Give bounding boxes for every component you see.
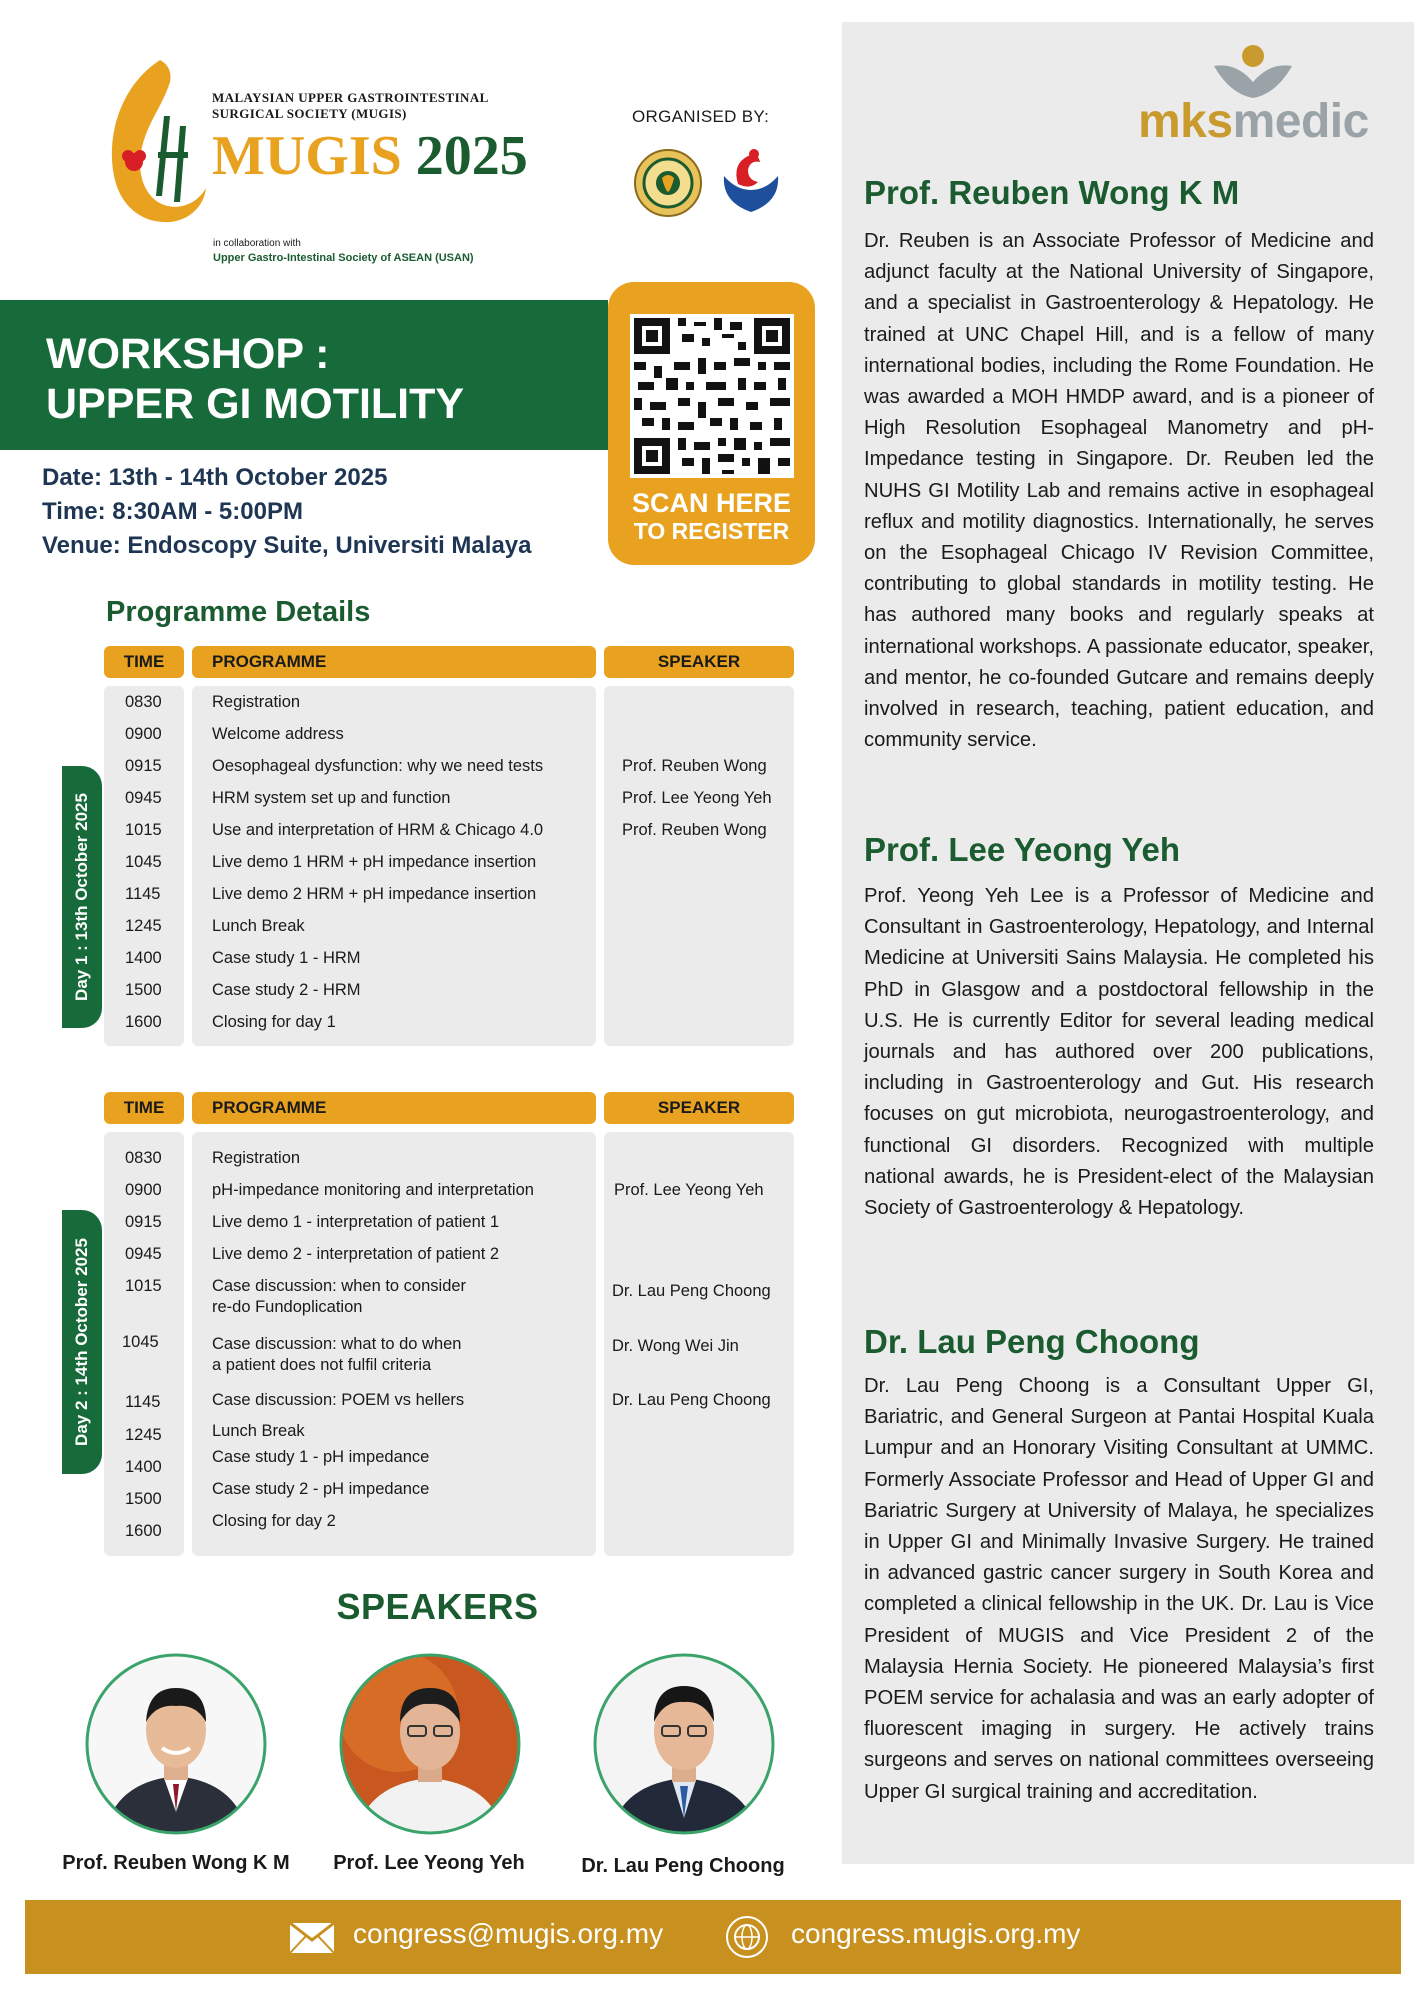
- qr-code-icon[interactable]: [630, 314, 794, 478]
- globe-icon: [725, 1915, 769, 1959]
- speaker-photo-lee: [338, 1652, 522, 1836]
- row-speaker: Prof. Reuben Wong: [622, 821, 767, 839]
- row-item: Live demo 1 HRM + pH impedance insertion: [212, 853, 537, 871]
- day1-label-tab: [62, 766, 102, 1028]
- row-item: Oesophageal dysfunction: why we need tests: [212, 757, 544, 775]
- row-item: Case discussion: what to do when: [212, 1335, 462, 1353]
- row-time: 0945: [125, 789, 162, 807]
- row-item: Case discussion: POEM vs hellers: [212, 1391, 465, 1409]
- speaker-name-reuben: Prof. Reuben Wong K M: [62, 1852, 290, 1874]
- qr-register-label: TO REGISTER: [633, 518, 790, 544]
- register-qr-box[interactable]: [608, 282, 815, 565]
- logo-collab-org: Upper Gastro-Intestinal Society of ASEAN (USAN): [213, 252, 474, 264]
- mksmedic-wordmark-medic: medic: [1232, 95, 1369, 148]
- row-time: 0830: [125, 693, 162, 711]
- speaker-name-lee: Prof. Lee Yeong Yeh: [333, 1852, 525, 1874]
- bio-text-lee: Prof. Yeong Yeh Lee is a Professor of Medicine and Consultant in Gastroenterology, Hepatology, and Internal Medicine at Universiti Sains Malaysia. He completed his PhD in Glasgow and a postdoctoral fellowship in the U.S. He is currently Editor for several leading medical journals and has authored over 200 publications, including in Gastroenterology and Gut. His research focuses on gut microbiota, neurogastroenterology, and functional GI disorders. Recognized with multiple national awards, he is President-elect of the Malaysian Society of Gastroenterology & Hepatology.: [864, 885, 1374, 1220]
- email-icon: [289, 1922, 335, 1954]
- organiser-seal-icon: [633, 148, 703, 218]
- row-item: Registration: [212, 693, 301, 711]
- row-item: Case study 2 - pH impedance: [212, 1480, 430, 1498]
- row-time: 1400: [125, 949, 162, 967]
- speaker-photo-lau: [592, 1652, 776, 1836]
- qr-scan-label: SCAN HERE: [631, 488, 792, 518]
- row-item: Live demo 1 - interpretation of patient 1: [212, 1213, 500, 1231]
- row-speaker: Dr. Wong Wei Jin: [612, 1337, 739, 1355]
- day2-header-programme: PROGRAMME: [192, 1092, 596, 1124]
- programme-title: Programme Details: [106, 596, 371, 628]
- row-item: Welcome address: [212, 725, 344, 743]
- day1-header-programme: PROGRAMME: [192, 646, 596, 678]
- mugis-logo: [100, 56, 540, 264]
- event-date: Date: 13th - 14th October 2025: [42, 464, 388, 491]
- day1-label: Day 1 : 13th October 2025: [72, 793, 91, 1001]
- organiser-hands-icon: [718, 146, 784, 216]
- mksmedic-wordmark-mks: mks: [1138, 95, 1233, 148]
- day2-header-time: TIME: [104, 1092, 184, 1124]
- mugis-emblem-icon: [100, 56, 212, 228]
- row-item: Live demo 2 HRM + pH impedance insertion: [212, 885, 537, 903]
- day1-header-time: TIME: [104, 646, 184, 678]
- row-item: Case study 1 - pH impedance: [212, 1448, 430, 1466]
- row-time: 1145: [125, 1393, 161, 1411]
- logo-collab-label: in collaboration with: [213, 238, 301, 249]
- row-time: 0830: [125, 1149, 162, 1167]
- event-time: Time: 8:30AM - 5:00PM: [42, 498, 303, 525]
- speaker-photo-reuben: [84, 1652, 268, 1836]
- row-time: 1400: [125, 1458, 162, 1476]
- row-item: HRM system set up and function: [212, 789, 451, 807]
- row-item: Closing for day 1: [212, 1013, 336, 1031]
- day1-speaker-column: [604, 686, 794, 1046]
- bio-text-reuben: Dr. Reuben is an Associate Professor of Medicine and adjunct faculty at the National University of Singapore, and a specialist in Gastroenterology & Hepatology. He trained at UNC Chapel Hill, and is a fellow of many international bodies, including the Rome Foundation. He was awarded a MOH HMDP award, and is a pioneer of High Resolution Esophageal Manometry and pH-Impedance testing in Singapore. Dr. Reuben led the NUHS GI Motility Lab and remains active in esophageal reflux and motility diagnostics. Internationally, he serves on the Esophageal Chicago IV Revision Committee, contributing to global standards in motility testing. He has authored many books and regularly speaks at international workshops. A passionate educator, speaker, and mentor, he co-founded Gutcare and remains deeply involved in research, teaching, patient education, and community service.: [864, 230, 1374, 752]
- footer-email[interactable]: congress@mugis.org.my: [353, 1918, 664, 1949]
- logo-org-name: [212, 90, 552, 122]
- row-time: 0900: [125, 1181, 162, 1199]
- row-time: 1015: [125, 821, 162, 839]
- row-time: 0915: [125, 1213, 162, 1231]
- row-item: Use and interpretation of HRM & Chicago 4.0: [212, 821, 544, 839]
- mksmedic-logo: [1138, 44, 1378, 148]
- row-time: 1600: [125, 1522, 162, 1540]
- speakers-title: SPEAKERS: [336, 1586, 539, 1627]
- row-speaker: Prof. Reuben Wong: [622, 757, 767, 775]
- row-item-cont: re-do Fundoplication: [212, 1298, 363, 1316]
- row-item: Case study 1 - HRM: [212, 949, 361, 967]
- workshop-banner: [0, 300, 608, 450]
- event-venue: Venue: Endoscopy Suite, Universiti Malaya: [42, 532, 532, 559]
- logo-event-name: [212, 126, 528, 186]
- row-speaker: Prof. Lee Yeong Yeh: [614, 1181, 764, 1199]
- row-item: Case discussion: when to consider: [212, 1277, 467, 1295]
- logo-event-year: 2025: [415, 125, 528, 187]
- row-time: 1015: [125, 1277, 162, 1295]
- row-speaker: Prof. Lee Yeong Yeh: [622, 789, 772, 807]
- day2-header-speaker: SPEAKER: [604, 1092, 794, 1124]
- bio-text-lau: Dr. Lau Peng Choong is a Consultant Upper GI, Bariatric, and General Surgeon at Pantai Hospital Kuala Lumpur and an Honorary Visiting Consultant at UMMC. Formerly Associate Professor and Head of Upper GI and Bariatric Surgery at University of Malaya, he specializes in Upper GI and Minimally Invasive Surgery. He trained in advanced gastric cancer surgery in South Korea and completed a clinical fellowship in the UK. Dr. Lau is Vice President of MUGIS and Vice President 2 of the Malaysia Hernia Society. He pioneered Malaysia’s first POEM service for achalasia and was an early adopter of fluorescent imaging in surgery. He actively trains surgeons and serves on national committees overseeing Upper GI surgical training and accreditation.: [864, 1375, 1374, 1803]
- logo-org-line1: MALAYSIAN UPPER GASTROINTESTINAL: [212, 90, 489, 105]
- row-time: 1245: [125, 1426, 162, 1444]
- row-item: Case study 2 - HRM: [212, 981, 361, 999]
- day2-label: Day 2 : 14th October 2025: [72, 1238, 91, 1446]
- row-time: 1045: [122, 1333, 159, 1351]
- row-time: 1145: [125, 885, 161, 903]
- bio-name-lee: Prof. Lee Yeong Yeh: [864, 831, 1181, 868]
- row-time: 1045: [125, 853, 162, 871]
- row-item-cont: a patient does not fulfil criteria: [212, 1356, 432, 1374]
- day2-label-tab: [62, 1210, 102, 1474]
- row-time: 0915: [125, 757, 162, 775]
- workshop-title-line2: UPPER GI MOTILITY: [46, 380, 465, 428]
- row-speaker: Dr. Lau Peng Choong: [612, 1391, 771, 1409]
- row-time: 0945: [125, 1245, 162, 1263]
- mksmedic-wordmark: [1138, 94, 1369, 149]
- row-item: Lunch Break: [212, 1422, 305, 1440]
- row-item: Live demo 2 - interpretation of patient 2: [212, 1245, 500, 1263]
- row-time: 1600: [125, 1013, 162, 1031]
- day1-header-speaker: SPEAKER: [604, 646, 794, 678]
- mksmedic-leaf-icon: [1210, 44, 1296, 100]
- workshop-title-line1: WORKSHOP :: [46, 330, 330, 378]
- row-item: pH-impedance monitoring and interpretation: [212, 1181, 534, 1199]
- row-time: 1245: [125, 917, 162, 935]
- row-speaker: Dr. Lau Peng Choong: [612, 1282, 771, 1300]
- organised-by-label: ORGANISED BY:: [632, 107, 770, 126]
- footer-bar: [25, 1900, 1401, 1974]
- bio-name-reuben: Prof. Reuben Wong K M: [864, 174, 1240, 211]
- bio-name-lau: Dr. Lau Peng Choong: [864, 1323, 1200, 1360]
- logo-event-title: MUGIS: [212, 125, 402, 187]
- row-time: 0900: [125, 725, 162, 743]
- row-time: 1500: [125, 1490, 162, 1508]
- row-item: Closing for day 2: [212, 1512, 336, 1530]
- row-item: Registration: [212, 1149, 301, 1167]
- speaker-name-lau: Dr. Lau Peng Choong: [581, 1855, 785, 1877]
- row-time: 1500: [125, 981, 162, 999]
- footer-website[interactable]: congress.mugis.org.my: [791, 1918, 1081, 1949]
- row-item: Lunch Break: [212, 917, 305, 935]
- logo-org-line2: SURGICAL SOCIETY (MUGIS): [212, 106, 407, 121]
